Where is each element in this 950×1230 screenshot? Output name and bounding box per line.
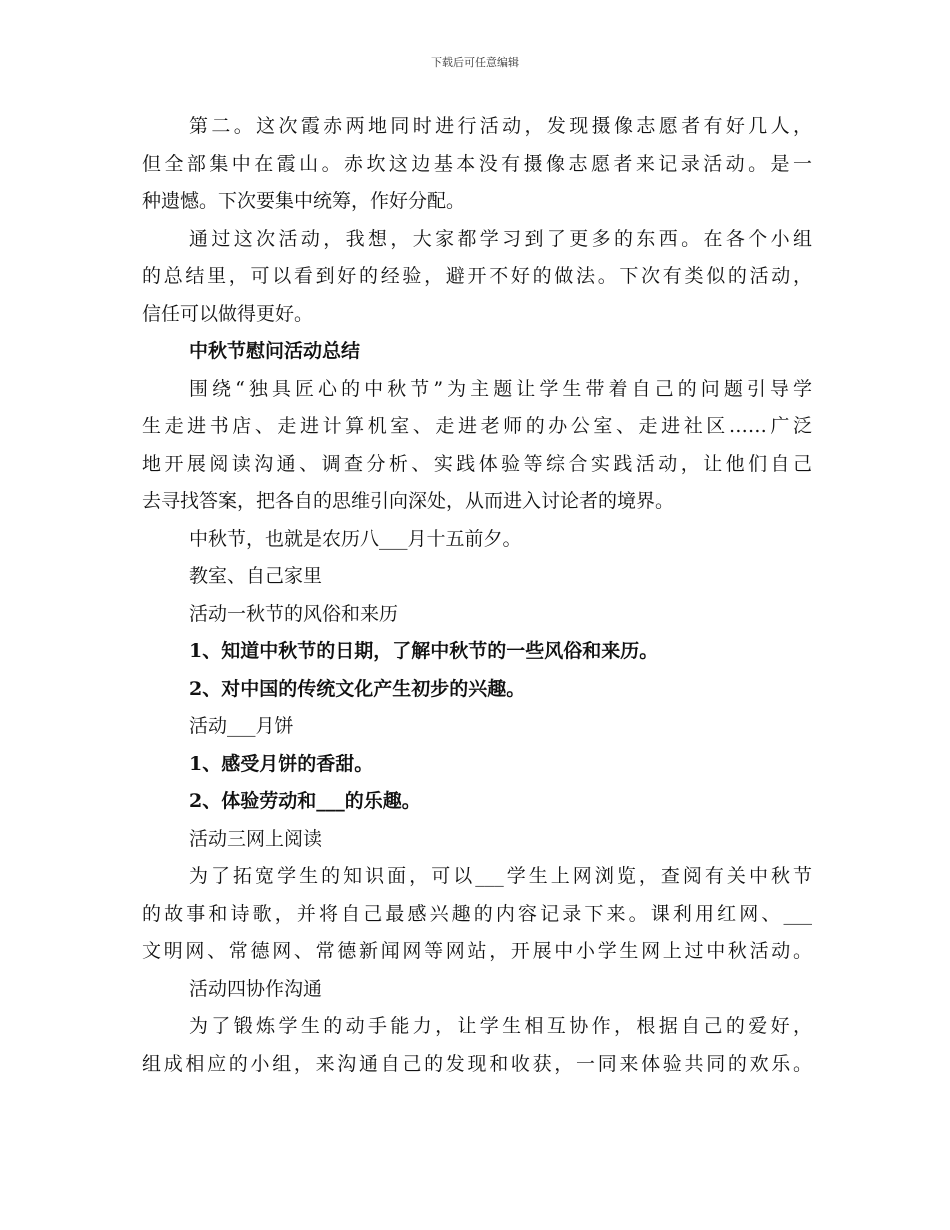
page-header: 下载后可任意编辑 (431, 56, 519, 69)
text-line (142, 896, 812, 934)
line-text: 组成相应的小组，来沟通自己的发现和收获，一同来体验共同的欢乐。 (142, 1052, 812, 1075)
line-text: 1、感受月饼的香甜。 (189, 752, 374, 775)
text-line (142, 558, 812, 596)
line-text: 活动四协作沟通 (189, 977, 323, 1000)
text-line (142, 108, 812, 146)
text-line (142, 483, 812, 521)
line-text: 2、对中国的传统文化产生初步的兴趣。 (189, 677, 526, 700)
text-line (142, 1046, 812, 1084)
line-text: 的总结里，可以看到好的经验，避开不好的做法。下次有类似的活动， (142, 265, 812, 287)
line-text: 但全部集中在霞山。赤坎这边基本没有摄像志愿者来记录活动。是一 (142, 152, 812, 175)
text-line (142, 746, 812, 784)
section-title (142, 333, 812, 371)
line-text: 信任可以做得更好。 (142, 302, 314, 325)
document-body (142, 108, 812, 1083)
line-text: 通过这次活动，我想，大家都学习到了更多的东西。在各个小组 (189, 227, 812, 250)
line-text: 活动三网上阅读 (189, 827, 323, 850)
line-text: 生走进书店、走进计算机室、走进老师的办公室、走进社区……广泛 (142, 415, 812, 437)
text-line (142, 933, 812, 971)
text-line (142, 971, 812, 1009)
line-text: 教室、自己家里 (189, 565, 323, 587)
line-text: 为了锻炼学生的动手能力，让学生相互协作，根据自己的爱好， (189, 1015, 812, 1037)
text-line (142, 633, 812, 671)
text-line (142, 371, 812, 409)
text-line (142, 221, 812, 259)
text-line (142, 258, 812, 296)
text-line (142, 146, 812, 184)
text-line (142, 671, 812, 709)
text-line (142, 408, 812, 446)
line-text: 种遗憾。下次要集中统筹，作好分配。 (142, 190, 466, 212)
text-line (142, 1008, 812, 1046)
line-text: 中秋节，也就是农历八___月十五前夕。 (189, 527, 522, 550)
text-line (142, 446, 812, 484)
line-text: 1、知道中秋节的日期，了解中秋节的一些风俗和来历。 (189, 640, 659, 662)
line-text: 第二。这次霞赤两地同时进行活动，发现摄像志愿者有好几人， (189, 115, 812, 137)
text-line (142, 183, 812, 221)
line-text: 围绕“独具匠心的中秋节”为主题让学生带着自己的问题引导学 (189, 377, 812, 400)
text-line (142, 596, 812, 634)
line-text: 活动一秋节的风俗和来历 (189, 602, 399, 625)
line-text: 去寻找答案，把各自的思维引向深处，从而进入讨论者的境界。 (142, 490, 675, 512)
text-line (142, 783, 812, 821)
line-text: 中秋节慰问活动总结 (189, 340, 361, 362)
line-text: 2、体验劳动和___的乐趣。 (189, 790, 421, 812)
line-text: 为了拓宽学生的知识面，可以___学生上网浏览，查阅有关中秋节 (189, 865, 812, 887)
line-text: 文明网、常德网、常德新闻网等网站，开展中小学生网上过中秋活动。 (142, 940, 812, 962)
line-text: 地开展阅读沟通、调查分析、实践体验等综合实践活动，让他们自己 (142, 452, 812, 475)
text-line (142, 708, 812, 746)
line-text: 的故事和诗歌，并将自己最感兴趣的内容记录下来。课利用红网、___ (142, 902, 812, 925)
text-line (142, 821, 812, 859)
line-text: 活动___月饼 (189, 715, 294, 737)
text-line (142, 296, 812, 334)
text-line (142, 858, 812, 896)
text-line (142, 521, 812, 559)
